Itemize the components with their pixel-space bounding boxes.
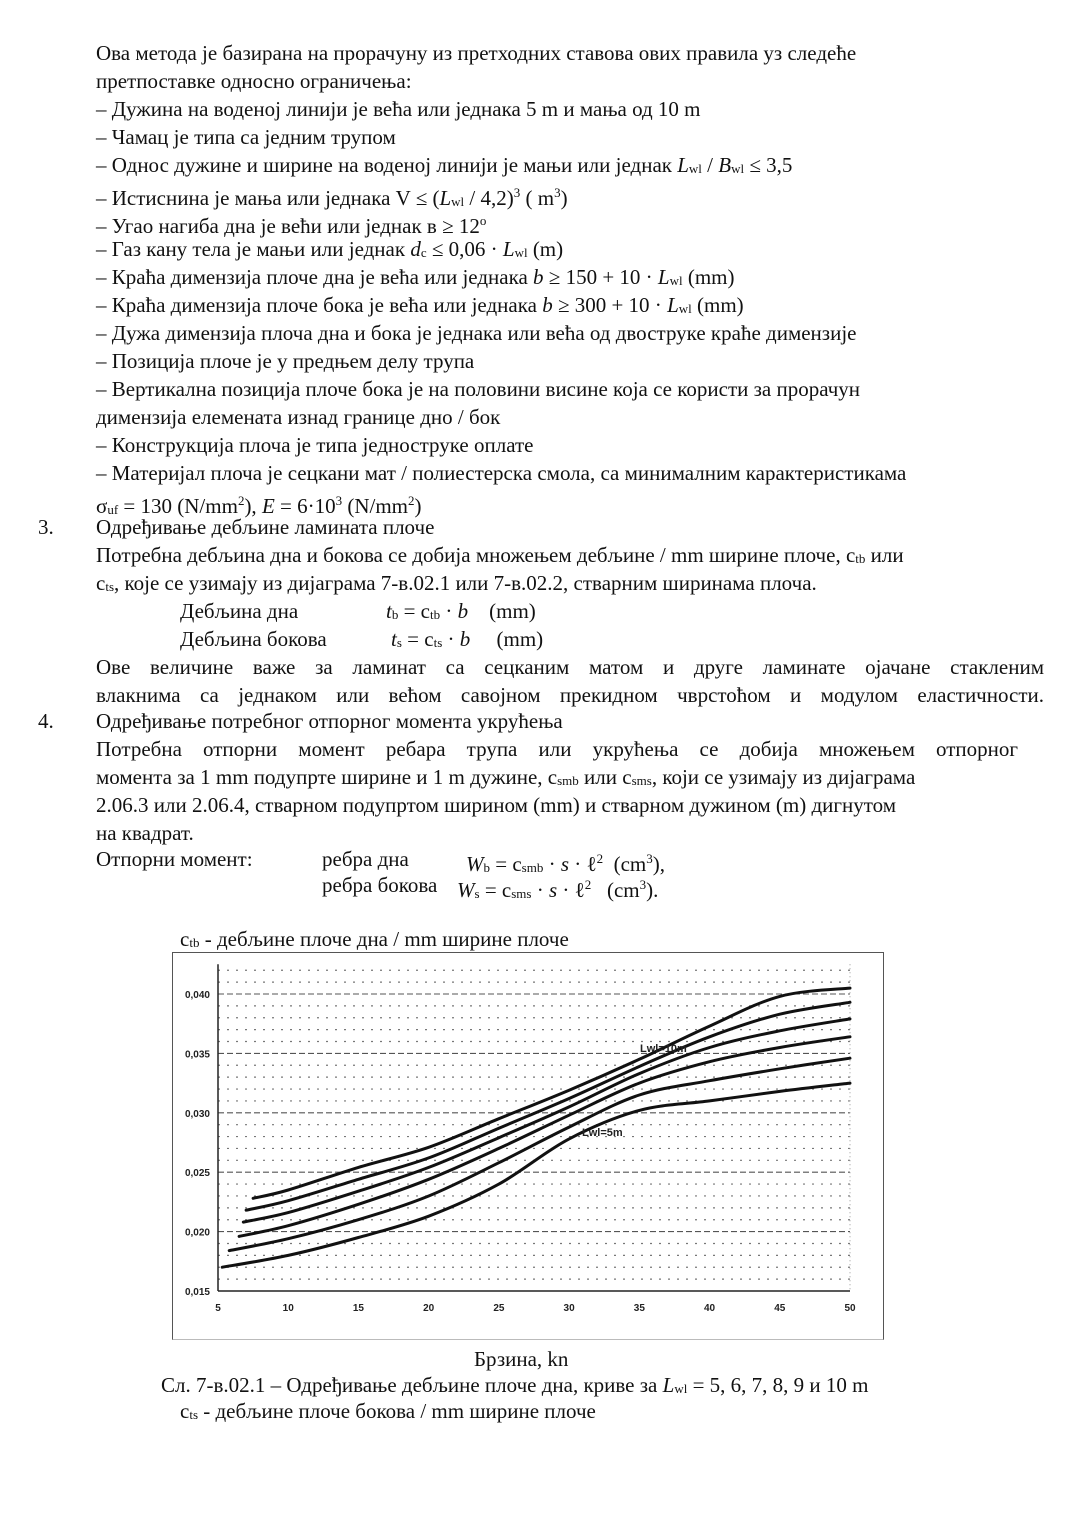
assumption-item: – Материјал плоча је сецкани мат / полиестерска смола, са минималним карактеристикама xyxy=(96,461,907,485)
y-tick-label: 0,020 xyxy=(184,1227,210,1239)
curve-lwl-9m xyxy=(246,1002,850,1210)
x-tick-label: 50 xyxy=(844,1303,856,1314)
x-tick-label: 10 xyxy=(282,1303,294,1314)
section-4-paragraph: момента за 1 mm подупрте ширине и 1 m дужине, csmb или csms, који се узимају из дијаграма xyxy=(96,765,916,789)
intro-line-1: Ова метода је базирана на прорачуну из претходних ставова ових правила уз следеће xyxy=(96,41,857,65)
annotation-lwl-5m: Lwl=5m xyxy=(582,1127,623,1139)
formula-side: ts = cts · b (mm) xyxy=(391,627,544,651)
ctb-chart xyxy=(172,952,884,1340)
assumption-item: – Позиција плоче је у предњем делу трупа xyxy=(96,349,475,373)
figure-2-y-label: cts - дебљине плоче бокова / mm ширине плоче xyxy=(180,1399,596,1423)
assumption-item-continuation: димензија елемената изнад границе дно / бок xyxy=(96,405,501,429)
section-3-paragraph: Потребна дебљина дна и бокова се добија множењем дебљине / mm ширине плоче, ctb или xyxy=(96,543,904,567)
intro-line-2: претпоставке односно ограничења: xyxy=(96,69,412,93)
y-tick-label: 0,015 xyxy=(184,1287,210,1298)
formula-moment-bottom: Wb = csmb · s · ℓ$^2$ $(cm^3)$, xyxy=(466,851,665,876)
chart-curves xyxy=(222,988,850,1267)
section-3-note: Ове величине важе за ламинат са сецканим матом и друге ламинате ојачане стакленим xyxy=(96,655,1044,679)
x-tick-label: 25 xyxy=(493,1303,505,1314)
section-4-paragraph: 2.06.3 или 2.06.4, стварном подупртом ширином (mm) и стварном дужином (m) дигнутом xyxy=(96,793,897,817)
curve-lwl-6m xyxy=(229,1058,850,1250)
section-4-title: Одређивање потребног отпорног момента укрућења xyxy=(96,709,563,733)
annotation-lwl-10m: Lwl=10m xyxy=(640,1043,687,1055)
curve-lwl-8m xyxy=(243,1019,850,1222)
x-tick-label: 20 xyxy=(423,1303,435,1314)
curve-lwl-5m xyxy=(222,1083,850,1267)
figure-1-caption: Сл. 7-в.02.1 – Одређивање дебљине плоче дна, криве за Lwl = 5, 6, 7, 8, 9 и 10 m xyxy=(161,1373,869,1397)
assumption-item: – Краћа димензија плоче дна је већа или једнака b ≥ 150 + 10 · Lwl (mm) xyxy=(96,265,735,289)
formula-moment-side-label: ребра бокова xyxy=(322,873,438,897)
assumption-item: – Чамац је типа са једним трупом xyxy=(96,125,396,149)
y-tick-label: 0,040 xyxy=(184,990,210,1001)
assumption-item: – Дужа димензија плоча дна и бока је једнака или већа од двоструке краће димензије xyxy=(96,321,857,345)
section-4-paragraph: на квадрат. xyxy=(96,821,194,845)
assumption-item: – Вертикална позиција плоче бока је на половини висине која се користи за прорачун xyxy=(96,377,860,401)
section-3-note: влакнима са једнаком или већом савојном прекидном чврстоћом и модулом еластичности. xyxy=(96,683,1044,707)
formula-moment-side: Ws = csms · s · ℓ$^2$ $(cm^3)$. xyxy=(457,877,659,902)
assumption-item: – Газ кану тела је мањи или једнак dc ≤ 0,06 · Lwl (m) xyxy=(96,237,564,261)
formula-bottom-label: Дебљина дна xyxy=(180,599,299,623)
x-tick-label: 40 xyxy=(703,1303,716,1314)
chart-axes xyxy=(218,964,850,1291)
formula-moment-bottom-label: ребра дна xyxy=(322,847,409,871)
figure-1-y-label: ctb - дебљине плоче дна / mm ширине плоче xyxy=(180,927,569,951)
section-3-paragraph: cts, које се узимају из дијаграма 7-в.02.1 или 7-в.02.2, стварним ширинама плоча. xyxy=(96,571,817,595)
section-4-paragraph: Потребна отпорни момент ребара трупа или укрућења се добија множењем отпорног xyxy=(96,737,1018,761)
assumption-item: – Краћа димензија плоче бока је већа или једнака b ≥ 300 + 10 · Lwl (mm) xyxy=(96,293,744,317)
formula-side-label: Дебљина бокова xyxy=(180,627,327,651)
assumption-item: – Однос дужине и ширине на воденој линији је мањи или једнак Lwl / Bwl ≤ 3,5 xyxy=(96,153,793,177)
material-properties: σuf = 130 $(N/mm^2)$, $E = 6\cdot 10^3$ $(N/mm^2)$ xyxy=(96,493,422,518)
x-tick-label: 15 xyxy=(352,1303,365,1314)
section-3-title: Одређивање дебљине ламината плоче xyxy=(96,515,435,539)
assumption-item: – Угао нагиба дна је већи или једнак $в \ge 12^o$ xyxy=(96,213,487,238)
section-4-number: 4. xyxy=(38,709,54,733)
y-tick-label: 0,025 xyxy=(184,1168,210,1180)
x-tick-label: 35 xyxy=(633,1303,645,1314)
chart-y-ticks xyxy=(185,990,210,1298)
y-tick-label: 0,035 xyxy=(184,1049,210,1061)
formula-moment-label: Отпорни момент: xyxy=(96,847,253,871)
formula-bottom: tb = ctb · b (mm) xyxy=(386,599,536,623)
x-tick-label: 30 xyxy=(563,1303,575,1314)
assumption-item: – Дужина на воденој линији је већа или једнака 5 m и мања од 10 m xyxy=(96,97,701,121)
assumption-item: – Конструкција плоча је типа једноструке оплате xyxy=(96,433,534,457)
chart-x-ticks xyxy=(215,1303,856,1314)
section-3-number: 3. xyxy=(38,515,54,539)
assumption-item: – Истиснина је мања или једнака V ≤ (Lwl / 4,2)$^3$ ( $m^3$) xyxy=(96,185,568,210)
figure-1-x-label: Брзина, kn xyxy=(474,1347,569,1371)
x-tick-label: 45 xyxy=(774,1303,786,1314)
y-tick-label: 0,030 xyxy=(184,1108,210,1120)
x-tick-label: 5 xyxy=(215,1303,221,1314)
